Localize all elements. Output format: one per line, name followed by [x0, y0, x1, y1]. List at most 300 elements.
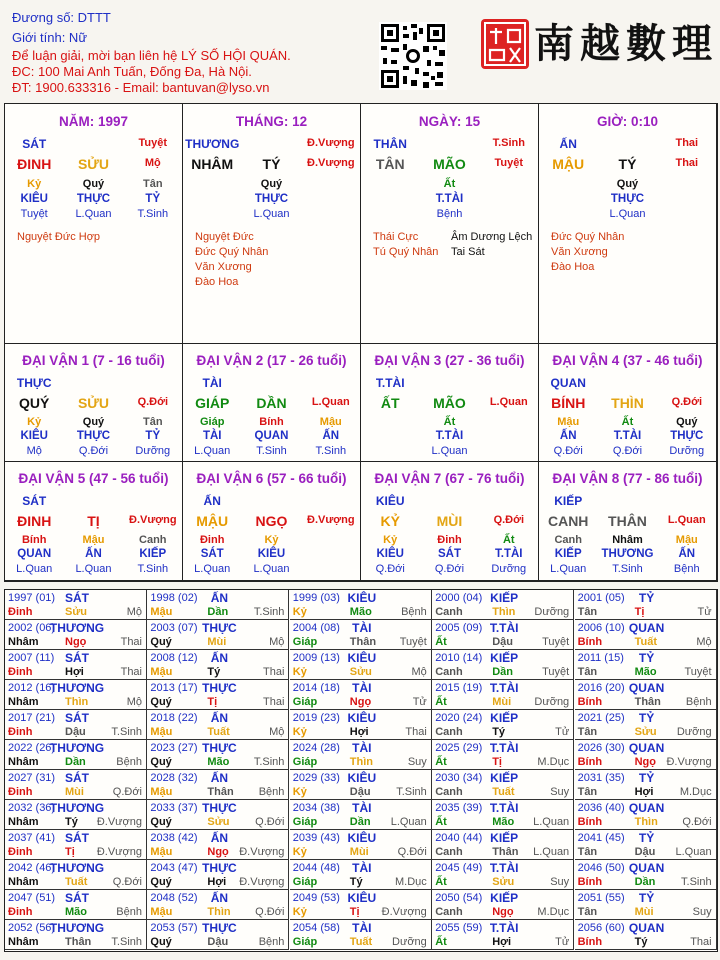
hidden-star: TỶ — [145, 193, 161, 205]
annual-phase: Mộ — [411, 666, 427, 678]
annual-chi: Sửu — [634, 726, 657, 738]
annual-can: Ất — [435, 756, 447, 768]
annual-chi: Mão — [492, 816, 515, 828]
annual-year: 1998 (02) — [150, 592, 198, 604]
annual-year: 2037 (41) — [8, 832, 56, 844]
annual-star: KIÊU — [347, 651, 377, 665]
annual-cell — [5, 890, 147, 920]
annual-phase: Suy — [407, 756, 427, 768]
annual-can: Nhâm — [8, 636, 39, 648]
annual-phase: Suy — [550, 876, 570, 888]
hidden-stem: Bính — [21, 534, 47, 546]
annual-year: 2046 (50) — [577, 862, 625, 874]
shen-sha: Âm Dương Lệch — [451, 231, 533, 243]
hidden-phase: L.Quan — [194, 445, 231, 457]
annual-year: 2004 (08) — [292, 622, 340, 634]
annual-cell — [5, 770, 147, 800]
annual-year: 2056 (60) — [577, 922, 625, 934]
dai-van-title: ĐẠI VẬN 6 (57 - 66 tuổi) — [196, 471, 347, 486]
annual-star: KIÊU — [347, 711, 377, 725]
annual-cell — [575, 740, 717, 770]
annual-chi: Dậu — [65, 726, 86, 738]
annual-phase: Đ.Vượng — [239, 876, 285, 888]
annual-cell — [147, 860, 289, 890]
annual-chi: Mùi — [207, 636, 227, 648]
annual-year: 2016 (20) — [577, 682, 625, 694]
annual-year: 2035 (39) — [435, 802, 483, 814]
annual-cell — [432, 830, 574, 860]
hidden-phase: Dưỡng — [491, 563, 527, 575]
annual-year: 2053 (57) — [150, 922, 198, 934]
dai-van-can: CANH — [547, 513, 589, 529]
dai-van-phase: L.Quan — [311, 396, 350, 408]
annual-star: ẤN — [210, 891, 229, 905]
annual-chi: Ngọ — [634, 756, 656, 768]
annual-phase: T.Sinh — [111, 936, 142, 948]
logo-seal-icon — [480, 18, 530, 70]
annual-chi: Mùi — [634, 906, 654, 918]
annual-star: TÀI — [352, 801, 372, 815]
dai-van-star: QUAN — [550, 376, 586, 390]
annual-cell — [5, 710, 147, 740]
annual-cell — [432, 800, 574, 830]
hidden-phase: Bệnh — [436, 208, 463, 220]
annual-cell — [290, 740, 432, 770]
annual-phase: Tử — [412, 696, 427, 708]
hidden-phase: T.Sinh — [315, 445, 347, 457]
annual-can: Kỷ — [292, 606, 307, 618]
hidden-stem: Tân — [143, 178, 163, 190]
annual-cell — [432, 920, 574, 950]
hidden-stem: Giáp — [199, 416, 225, 428]
annual-chi: Mão — [207, 756, 230, 768]
annual-can: Bính — [577, 756, 603, 768]
annual-cell — [290, 770, 432, 800]
annual-chi: Thìn — [349, 756, 374, 768]
hidden-star: KIÊU — [20, 430, 48, 442]
hidden-star: QUAN — [254, 430, 289, 442]
pillar-chi: SỬU — [77, 156, 110, 172]
annual-chi: Ngọ — [349, 696, 372, 708]
annual-phase: Tuyệt — [399, 636, 427, 648]
annual-can: Canh — [435, 726, 463, 738]
dai-van-chi: THÂN — [608, 513, 647, 529]
annual-year: 2013 (17) — [150, 682, 198, 694]
hidden-stem: Mậu — [557, 416, 580, 428]
annual-year: 2034 (38) — [292, 802, 340, 814]
dai-van-title: ĐẠI VẬN 5 (47 - 56 tuổi) — [18, 471, 169, 486]
annual-star: KIẾP — [490, 891, 519, 905]
dai-van-chi: THÌN — [611, 395, 644, 411]
annual-chi: Dần — [65, 756, 86, 768]
shen-sha: Đào Hoa — [195, 276, 239, 288]
annual-cell — [432, 890, 574, 920]
annual-cell — [5, 920, 147, 950]
annual-chi: Thân — [349, 636, 377, 648]
annual-chi: Tý — [207, 666, 221, 678]
annual-star: TÀI — [352, 921, 372, 935]
annual-star: TÀI — [352, 621, 372, 635]
annual-chi: Dậu — [634, 846, 656, 858]
hidden-phase: Q.Đới — [78, 445, 109, 457]
annual-phase: Tuyệt — [684, 666, 712, 678]
annual-phase: T.Sinh — [396, 786, 427, 798]
dai-van-chi: MÃO — [433, 395, 466, 411]
annual-phase: Mộ — [126, 606, 142, 618]
annual-year: 2022 (26) — [8, 742, 56, 754]
dai-van-cell — [5, 344, 183, 462]
dai-van-phase: Đ.Vượng — [129, 514, 177, 526]
pillar-cell — [539, 104, 717, 344]
annual-can: Kỷ — [292, 786, 307, 798]
annual-year: 2023 (27) — [150, 742, 198, 754]
annual-can: Ất — [435, 816, 447, 828]
annual-can: Tân — [577, 786, 598, 798]
annual-star: TÀI — [352, 741, 372, 755]
qr-code-icon[interactable] — [379, 22, 447, 90]
hidden-star: THỰC — [670, 430, 704, 442]
annual-can: Đinh — [8, 906, 33, 918]
annual-phase: M.Dục — [537, 906, 570, 918]
annual-cell — [290, 890, 432, 920]
annual-star: SÁT — [65, 771, 89, 785]
pillar-phase: Đ.Vượng — [307, 157, 355, 169]
annual-star: SÁT — [65, 891, 89, 905]
annual-can: Tân — [577, 846, 598, 858]
annual-cell — [432, 620, 574, 650]
dai-van-title: ĐẠI VẬN 3 (27 - 36 tuổi) — [374, 353, 525, 368]
annual-year: 2014 (18) — [292, 682, 340, 694]
annual-can: Quý — [150, 636, 172, 648]
annual-chi: Tý — [634, 936, 648, 948]
annual-chi: Tý — [349, 876, 363, 888]
annual-cell — [575, 590, 717, 620]
annual-chi: Thìn — [65, 696, 89, 708]
annual-cell — [5, 740, 147, 770]
annual-chi: Tuất — [65, 876, 88, 888]
pillar-god-star: ẤN — [559, 137, 577, 151]
annual-star: THƯƠNG — [49, 681, 105, 695]
pillar-can: TÂN — [375, 156, 405, 172]
annual-star: THỰC — [202, 741, 237, 755]
pillar-title: GIỜ: 0:10 — [596, 114, 659, 129]
annual-chi: Sửu — [65, 606, 88, 618]
annual-cell — [432, 740, 574, 770]
annual-star: SÁT — [65, 651, 89, 665]
annual-year: 2015 (19) — [435, 682, 483, 694]
annual-chi: Mão — [349, 606, 372, 618]
annual-cell — [5, 800, 147, 830]
annual-phase: Thai — [690, 936, 712, 948]
hidden-phase: Dưỡng — [669, 445, 705, 457]
hidden-star: THỰC — [76, 193, 111, 205]
pillar-can: NHÂM — [191, 156, 234, 172]
annual-chi: Tuất — [207, 726, 230, 738]
annual-phase: Mộ — [696, 636, 712, 648]
dai-van-can: BÍNH — [551, 395, 586, 411]
annual-chi: Mão — [634, 666, 657, 678]
annual-phase: M.Dục — [537, 756, 570, 768]
annual-chi: Thân — [207, 786, 234, 798]
annual-star: KIẾP — [490, 771, 519, 785]
contact-note: Để luận giải, mời bạn liên hệ LÝ SỐ HỘI QUÁN. — [12, 48, 291, 63]
annual-can: Ất — [435, 936, 447, 948]
annual-star: THƯƠNG — [49, 801, 105, 815]
pillar-cell — [5, 104, 183, 344]
annual-star: T.TÀI — [489, 621, 519, 635]
annual-chi: Dần — [492, 666, 513, 678]
annual-star: KIÊU — [347, 771, 377, 785]
hidden-stem: Kỷ — [383, 534, 398, 546]
annual-cell — [575, 860, 717, 890]
annual-year: 2002 (06) — [8, 622, 56, 634]
annual-star: ẤN — [210, 651, 229, 665]
hidden-star: KIẾP — [139, 548, 167, 560]
hidden-phase: Bệnh — [673, 563, 700, 575]
annual-can: Ất — [435, 636, 447, 648]
annual-phase: L.Quan — [533, 846, 570, 858]
annual-star: TỶ — [638, 711, 655, 725]
annual-year: 2041 (45) — [577, 832, 625, 844]
pillar-cell — [183, 104, 361, 344]
annual-year: 2026 (30) — [577, 742, 625, 754]
annual-year: 2021 (25) — [577, 712, 625, 724]
annual-year: 2032 (36) — [8, 802, 56, 814]
header — [0, 0, 720, 100]
annual-star: SÁT — [65, 591, 89, 605]
dai-van-phase: Đ.Vượng — [307, 514, 355, 526]
annual-chi: Dậu — [492, 636, 513, 648]
dai-van-star: THỰC — [16, 376, 52, 390]
dai-van-star: KIẾP — [554, 494, 583, 508]
annual-year: 2044 (48) — [292, 862, 340, 874]
annual-star: THỰC — [202, 801, 237, 815]
dai-van-phase: Q.Đới — [671, 396, 702, 408]
hidden-stem: Kỷ — [264, 534, 279, 546]
annual-year: 2052 (56) — [8, 922, 56, 934]
annual-star: KIẾP — [490, 591, 519, 605]
annual-year: 2047 (51) — [8, 892, 56, 904]
annual-can: Mậu — [150, 906, 173, 918]
annual-can: Canh — [435, 606, 463, 618]
annual-cell — [5, 650, 147, 680]
annual-can: Ất — [435, 696, 447, 708]
annual-phase: T.Sinh — [111, 726, 142, 738]
annual-chi: Thìn — [207, 906, 231, 918]
dai-van-title: ĐẠI VẬN 4 (37 - 46 tuổi) — [552, 353, 703, 368]
annual-phase: Dưỡng — [534, 696, 570, 708]
annual-chi: Tị — [207, 696, 218, 708]
annual-star: KIẾP — [490, 651, 519, 665]
annual-chi: Tị — [492, 756, 502, 768]
annual-can: Nhâm — [8, 876, 39, 888]
annual-phase: Dưỡng — [676, 726, 712, 738]
dai-van-can: ẤT — [380, 395, 400, 411]
annual-star: ẤN — [210, 591, 229, 605]
hidden-phase: L.Quan — [253, 563, 290, 575]
annual-phase: Q.Đới — [112, 876, 142, 888]
annual-chi: Sửu — [207, 816, 230, 828]
pillar-phase: Thai — [675, 157, 699, 169]
annual-cell — [147, 890, 289, 920]
annual-chi: Tuất — [349, 936, 373, 948]
annual-star: ẤN — [210, 771, 229, 785]
hidden-stem: Quý — [82, 416, 105, 428]
annual-can: Canh — [435, 846, 463, 858]
hidden-stem: Ất — [502, 534, 515, 546]
hidden-phase: T.Sinh — [256, 445, 287, 457]
pillar-title: NGÀY: 15 — [418, 114, 481, 129]
dai-van-can: GIÁP — [195, 395, 230, 411]
shen-sha: Nguyệt Đức Hợp — [17, 231, 101, 243]
annual-chi: Dần — [634, 876, 656, 888]
annual-star: KIẾP — [490, 711, 519, 725]
annual-can: Quý — [150, 696, 172, 708]
annual-phase: Thai — [120, 636, 142, 648]
hidden-star: THỰC — [76, 430, 111, 442]
annual-cell — [432, 650, 574, 680]
annual-year: 2000 (04) — [435, 592, 483, 604]
annual-cell — [432, 770, 574, 800]
annual-can: Bính — [577, 816, 603, 828]
annual-phase: Q.Đới — [255, 816, 285, 828]
annual-phase: L.Quan — [675, 846, 712, 858]
annual-chi: Thìn — [634, 816, 658, 828]
dai-van-can: KỶ — [380, 513, 400, 529]
annual-cell — [290, 800, 432, 830]
hidden-stem: Mậu — [319, 416, 342, 428]
annual-phase: M.Dục — [679, 786, 712, 798]
dai-van-star: SÁT — [22, 494, 47, 508]
annual-star: ẤN — [210, 831, 229, 845]
annual-year: 2018 (22) — [150, 712, 198, 724]
annual-star: T.TÀI — [489, 921, 519, 935]
dai-van-title: ĐẠI VẬN 2 (17 - 26 tuổi) — [196, 353, 347, 368]
annual-chi: Dậu — [349, 786, 371, 798]
annual-star: TỶ — [638, 651, 655, 665]
pillar-chi: TÝ — [262, 156, 281, 172]
dai-van-cell — [539, 344, 717, 462]
annual-cell — [432, 710, 574, 740]
annual-phase: Bệnh — [685, 696, 712, 708]
annual-year: 2051 (55) — [577, 892, 625, 904]
hidden-phase: L.Quan — [194, 563, 231, 575]
annual-star: QUAN — [628, 801, 665, 815]
hidden-stem: Quý — [676, 416, 698, 428]
annual-star: KIÊU — [347, 891, 377, 905]
dai-van-cell — [361, 344, 539, 462]
dai-van-cell — [5, 462, 183, 581]
annual-cell — [575, 620, 717, 650]
annual-can: Kỷ — [292, 846, 307, 858]
annual-cell — [147, 830, 289, 860]
annual-cell — [147, 800, 289, 830]
annual-cell — [432, 590, 574, 620]
hidden-star: THƯƠNG — [601, 548, 654, 560]
dai-van-chi: MÙI — [436, 513, 463, 529]
annual-cell — [5, 860, 147, 890]
pillar-top-right: Thai — [675, 137, 699, 149]
pillar-top-right: Đ.Vượng — [307, 137, 355, 149]
annual-phase: Mộ — [126, 696, 142, 708]
annual-star: QUAN — [628, 681, 665, 695]
dai-van-cell — [183, 344, 361, 462]
annual-year: 2038 (42) — [150, 832, 198, 844]
shen-sha: Nguyệt Đức — [195, 231, 254, 243]
annual-year: 2055 (59) — [435, 922, 483, 934]
annual-cell — [147, 740, 289, 770]
dai-van-chi: SỬU — [77, 395, 110, 411]
annual-cell — [5, 590, 147, 620]
annual-cell — [432, 680, 574, 710]
annual-phase: T.Sinh — [253, 606, 285, 618]
hidden-star: ẤN — [322, 430, 340, 442]
address: ĐC: 100 Mai Anh Tuấn, Đống Đa, Hà Nội. — [12, 64, 252, 79]
annual-year: 2042 (46) — [8, 862, 56, 874]
annual-phase: Q.Đới — [682, 816, 712, 828]
dai-van-chi: TỊ — [87, 513, 100, 529]
annual-can: Kỷ — [292, 666, 307, 678]
annual-cell — [5, 680, 147, 710]
annual-chi: Tý — [492, 726, 506, 738]
annual-chi: Hợi — [349, 726, 369, 738]
dai-van-cell — [539, 462, 717, 581]
annual-cell — [575, 710, 717, 740]
hidden-stem: Bính — [259, 416, 284, 428]
annual-phase: Đ.Vượng — [239, 846, 285, 858]
annual-year: 2007 (11) — [8, 652, 55, 664]
dai-van-star: T.TÀI — [375, 376, 405, 390]
annual-cell — [290, 650, 432, 680]
annual-year: 2019 (23) — [292, 712, 340, 724]
annual-year: 2050 (54) — [435, 892, 483, 904]
annual-star: THỰC — [202, 921, 237, 935]
annual-cell — [575, 770, 717, 800]
hidden-star: T.TÀI — [613, 430, 642, 442]
hidden-star: TÀI — [202, 430, 222, 442]
pillar-top-right: Tuyệt — [138, 137, 168, 149]
shen-sha: Đức Quý Nhân — [195, 246, 269, 258]
hidden-stem: Quý — [82, 178, 105, 190]
annual-year: 2008 (12) — [150, 652, 198, 664]
annual-can: Mậu — [150, 726, 173, 738]
annual-chi: Dậu — [207, 936, 229, 948]
annual-star: TỶ — [638, 591, 655, 605]
annual-chi: Tý — [65, 816, 78, 828]
pillar-god-star: THƯƠNG — [185, 137, 240, 151]
annual-can: Bính — [577, 936, 603, 948]
dai-van-can: MẬU — [196, 513, 229, 529]
annual-can: Quý — [150, 876, 172, 888]
annual-can: Đinh — [8, 666, 33, 678]
annual-can: Đinh — [8, 786, 33, 798]
annual-phase: Thai — [120, 666, 142, 678]
annual-cell — [147, 650, 289, 680]
annual-cell — [147, 680, 289, 710]
annual-can: Giáp — [292, 696, 318, 708]
annual-phase: Thai — [262, 696, 285, 708]
hidden-stem: Mậu — [82, 534, 105, 546]
dai-van-chi: DẦN — [256, 395, 287, 411]
hidden-phase: L.Quan — [75, 208, 112, 220]
annual-chi: Ngọ — [207, 846, 229, 858]
annual-chi: Thân — [65, 936, 92, 948]
hidden-stem: Nhâm — [612, 534, 643, 546]
pillar-can: MẬU — [552, 156, 585, 172]
annual-chi: Dần — [207, 606, 229, 618]
annual-phase: Thai — [262, 666, 285, 678]
annual-year: 2031 (35) — [577, 772, 625, 784]
